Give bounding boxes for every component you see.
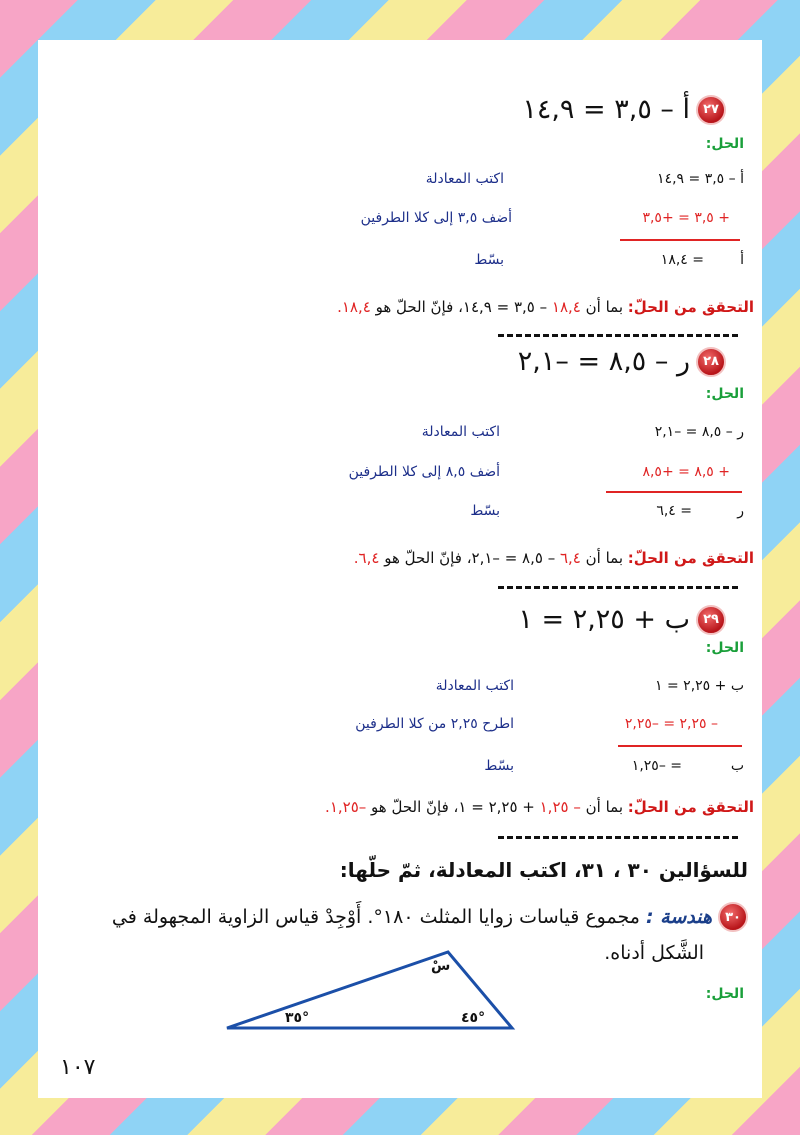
problem-29-underline [618, 745, 742, 747]
problem-27-check-title: التحقق من الحلّ: [627, 298, 754, 316]
problem-28-step3-description: بسّط [470, 503, 500, 519]
problem-27-check-expr: ١٨,٤ [551, 298, 581, 316]
problem-27-equation: أ – ٣,٥ = ١٤,٩ [522, 94, 690, 125]
problem-28-check-expr: ٦,٤ [559, 549, 581, 567]
problem-29-check-expr: – ١,٢٥ [539, 798, 581, 816]
separator-29 [498, 836, 738, 839]
separator-28 [498, 586, 738, 589]
problem-28-check-rest: – ٨,٥ = –٢,١، فإنّ الحلّ هو [379, 549, 560, 567]
problem-29-equation: ب + ٢,٢٥ = ١ [518, 604, 690, 635]
problem-28-equation: ر – ٨,٥ = –٢,١ [517, 346, 690, 377]
problem-29-step1-equation: ب + ٢,٢٥ = ١ [655, 678, 744, 694]
problem-29-number-badge: ٢٩ [696, 605, 726, 635]
triangle-diagram [223, 948, 523, 1032]
problem-29-check [325, 798, 754, 816]
problem-28-step2-equation: + ٨,٥ = +٨,٥ [642, 464, 730, 480]
problem-30-text-line2: الشَّكل أدناه. [604, 942, 704, 964]
problem-27-check [337, 298, 754, 316]
problem-28-step2-description: أضف ٨,٥ إلى كلا الطرفين [348, 464, 500, 480]
problem-28-step3-variable: ر [737, 503, 744, 519]
problem-30-header [112, 902, 748, 932]
problem-27-header [522, 94, 726, 125]
problem-28-header [518, 346, 726, 377]
problem-27-step1-description: اكتب المعادلة [425, 171, 504, 187]
problem-29-check-answer: –١,٢٥. [325, 798, 367, 816]
problem-29-step1-description: اكتب المعادلة [435, 678, 514, 694]
problem-27-step2-equation: + ٣,٥ = +٣,٥ [642, 210, 730, 226]
problem-28-step1-description: اكتب المعادلة [421, 424, 500, 440]
problem-28-number-badge: ٢٨ [696, 347, 726, 377]
problem-27-underline [620, 239, 740, 241]
problem-29-step2-equation: – ٢,٢٥ = –٢,٢٥ [624, 716, 718, 732]
problem-28-underline [606, 491, 742, 493]
problem-27-step3-equation: = ١٨,٤ [660, 252, 704, 268]
problem-30-number-badge: ٣٠ [718, 902, 748, 932]
problem-29-check-title: التحقق من الحلّ: [627, 798, 754, 816]
problem-27-step3-variable: أ [740, 252, 744, 268]
problem-30-title: هندسة : [645, 906, 712, 928]
problem-27-number-badge: ٢٧ [696, 95, 726, 125]
triangle-angle-right-label: ٤٥° [461, 1010, 486, 1026]
problem-29-check-rest: + ٢,٢٥ = ١، فإنّ الحلّ هو [366, 798, 540, 816]
problem-27-step2-description: أضف ٣,٥ إلى كلا الطرفين [360, 210, 512, 226]
problem-29-solution-label: الحل: [705, 640, 744, 656]
problem-27-step3-description: بسّط [474, 252, 504, 268]
problem-27-check-rest: – ٣,٥ = ١٤,٩، فإنّ الحلّ هو [370, 298, 552, 316]
problem-27-step1-equation: أ – ٣,٥ = ١٤,٩ [657, 171, 744, 187]
page-number: ١٠٧ [60, 1055, 96, 1080]
problem-28-check-title: التحقق من الحلّ: [627, 549, 754, 567]
problem-28-check-text: بما أن [580, 549, 628, 567]
problem-27-check-answer: ١٨,٤. [337, 298, 371, 316]
problem-28-step1-equation: ر – ٨,٥ = –٢,١ [654, 424, 744, 440]
separator-27 [498, 334, 738, 337]
problem-29-header [518, 604, 726, 635]
problem-29-step3-description: بسّط [484, 758, 514, 774]
triangle-angle-left-label: ٣٥° [285, 1010, 310, 1026]
problem-28-check-answer: ٦,٤. [353, 549, 380, 567]
problem-29-step3-equation: = –١,٢٥ [631, 758, 682, 774]
problem-30-solution-label: الحل: [705, 986, 744, 1002]
problem-30-text-line1: مجموع قياسات زوايا المثلث ١٨٠°. أَوْجِدْ قياس الزاوية المجهولة في [111, 906, 646, 928]
problem-28-solution-label: الحل: [705, 386, 744, 402]
problem-28-step3-equation: = ٦,٤ [656, 503, 692, 519]
triangle-angle-top-label: سْ [431, 958, 451, 974]
problem-29-check-text: بما أن [580, 798, 628, 816]
section-instruction: للسؤالين ٣٠ ، ٣١، اكتب المعادلة، ثمّ حلّها: [339, 858, 748, 882]
problem-28-check [354, 549, 754, 567]
problem-27-solution-label: الحل: [705, 136, 744, 152]
problem-27-check-text: بما أن [580, 298, 628, 316]
page [38, 40, 762, 1098]
problem-29-step3-variable: ب [730, 758, 744, 774]
problem-29-step2-description: اطرح ٢,٢٥ من كلا الطرفين [355, 716, 514, 732]
